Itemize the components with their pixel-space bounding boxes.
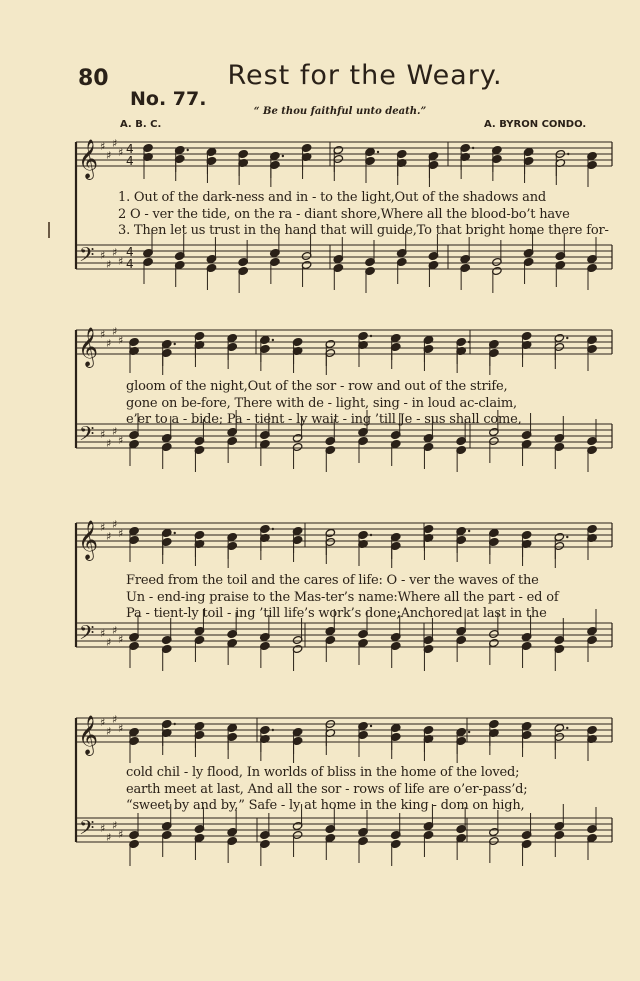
sharp-icon: ♯: [118, 527, 124, 540]
sharp-icon: ♯: [106, 258, 112, 271]
dot: [468, 731, 470, 733]
sharp-icon: ♯: [106, 337, 112, 350]
sharp-icon: ♯: [106, 636, 112, 649]
sharp-icon: ♯: [118, 146, 124, 159]
sharp-icon: ♯: [100, 716, 106, 729]
lyric-line: e’er to a - bide; Pa - tient - ly wait - ing ’till Je - sus shall come,: [126, 412, 522, 427]
sharp-icon: ♯: [118, 722, 124, 735]
treble-clef-icon: 𝄞: [78, 520, 99, 560]
dot: [174, 343, 176, 345]
sharp-icon: ♯: [118, 633, 124, 646]
page-number: 80: [78, 66, 109, 91]
dot: [272, 729, 274, 731]
epigraph: “ Be thou faithful unto death.”: [253, 106, 427, 117]
dot: [370, 725, 372, 727]
sharp-icon: ♯: [106, 530, 112, 543]
dot: [468, 530, 470, 532]
dot: [567, 153, 569, 155]
sharp-icon: ♯: [106, 725, 112, 738]
lyric-line: 3. Then let us trust in the hand that will guide,To that bright home there for-: [118, 223, 609, 238]
sharp-icon: ♯: [118, 828, 124, 841]
lyric-line: 1. Out of the dark-ness and in - to the light,Out of the shadows and: [118, 190, 547, 205]
treble-clef-icon: 𝄞: [78, 715, 99, 755]
sharp-icon: ♯: [100, 328, 106, 341]
sharp-icon: ♯: [118, 434, 124, 447]
sharp-icon: ♯: [106, 149, 112, 162]
composer-credit: A. B. C.: [120, 119, 162, 130]
sharp-icon: ♯: [112, 819, 118, 832]
sharp-icon: ♯: [112, 624, 118, 637]
dot: [370, 335, 372, 337]
dot: [174, 532, 176, 534]
lyric-line: “sweet by and by,” Safe - ly at home in the king - dom on high,: [126, 798, 525, 813]
dot: [174, 723, 176, 725]
dot: [566, 727, 568, 729]
sharp-icon: ♯: [100, 428, 106, 441]
sharp-icon: ♯: [100, 521, 106, 534]
sharp-icon: ♯: [106, 437, 112, 450]
sharp-icon: ♯: [112, 518, 118, 531]
bass-clef-icon: 𝄢: [79, 816, 95, 844]
hymn-number: No. 77.: [130, 88, 207, 110]
dot: [370, 534, 372, 536]
lyric-line: Pa - tient-ly toil - ing ’till life’s work’s done;Anchored at last in the: [126, 606, 547, 621]
sharp-icon: ♯: [112, 325, 118, 338]
bass-clef-icon: 𝄢: [79, 243, 95, 271]
hymn-title: Rest for the Weary.: [227, 60, 503, 91]
sharp-icon: ♯: [100, 627, 106, 640]
sharp-icon: ♯: [118, 334, 124, 347]
dot: [566, 337, 568, 339]
dot: [282, 155, 284, 157]
lyric-line: earth meet at last, And all the sor - rows of life are o’er-pass’d;: [126, 781, 528, 797]
bass-clef-icon: 𝄢: [79, 422, 95, 450]
sharp-icon: ♯: [112, 425, 118, 438]
dot: [187, 149, 189, 151]
lyric-line: gone on be-fore, There with de - light, sing - in loud ac-claim,: [126, 395, 517, 411]
sharp-icon: ♯: [118, 255, 124, 268]
dot: [377, 151, 379, 153]
dot: [272, 339, 274, 341]
lyric-line: gloom of the night,Out of the sor - row and out of the strife,: [126, 379, 508, 394]
time-sig-top: 4: [126, 245, 134, 259]
sharp-icon: ♯: [112, 713, 118, 726]
treble-clef-icon: 𝄞: [78, 139, 99, 179]
treble-clef-icon: 𝄞: [78, 327, 99, 367]
sharp-icon: ♯: [100, 140, 106, 153]
sharp-icon: ♯: [112, 246, 118, 259]
sharp-icon: ♯: [100, 249, 106, 262]
dot: [472, 147, 474, 149]
lyric-line: 2 O - ver the tide, on the ra - diant shore,Where all the blood-bo’t have: [118, 206, 570, 222]
dot: [272, 528, 274, 530]
sharp-icon: ♯: [106, 831, 112, 844]
sharp-icon: ♯: [112, 137, 118, 150]
author-credit: A. BYRON CONDO.: [484, 119, 587, 130]
lyric-line: cold chil - ly flood, In worlds of bliss in the home of the loved;: [126, 765, 520, 780]
time-sig-bottom: 4: [126, 154, 134, 168]
lyric-line: Freed from the toil and the cares of life: O - ver the waves of the: [126, 573, 539, 588]
bass-clef-icon: 𝄢: [79, 621, 95, 649]
dot: [468, 341, 470, 343]
time-sig-top: 4: [126, 142, 134, 156]
sharp-icon: ♯: [100, 822, 106, 835]
dot: [566, 536, 568, 538]
lyric-line: Un - end-ing praise to the Mas-ter’s name:Where all the part - ed of: [126, 589, 559, 605]
time-sig-bottom: 4: [126, 257, 134, 271]
